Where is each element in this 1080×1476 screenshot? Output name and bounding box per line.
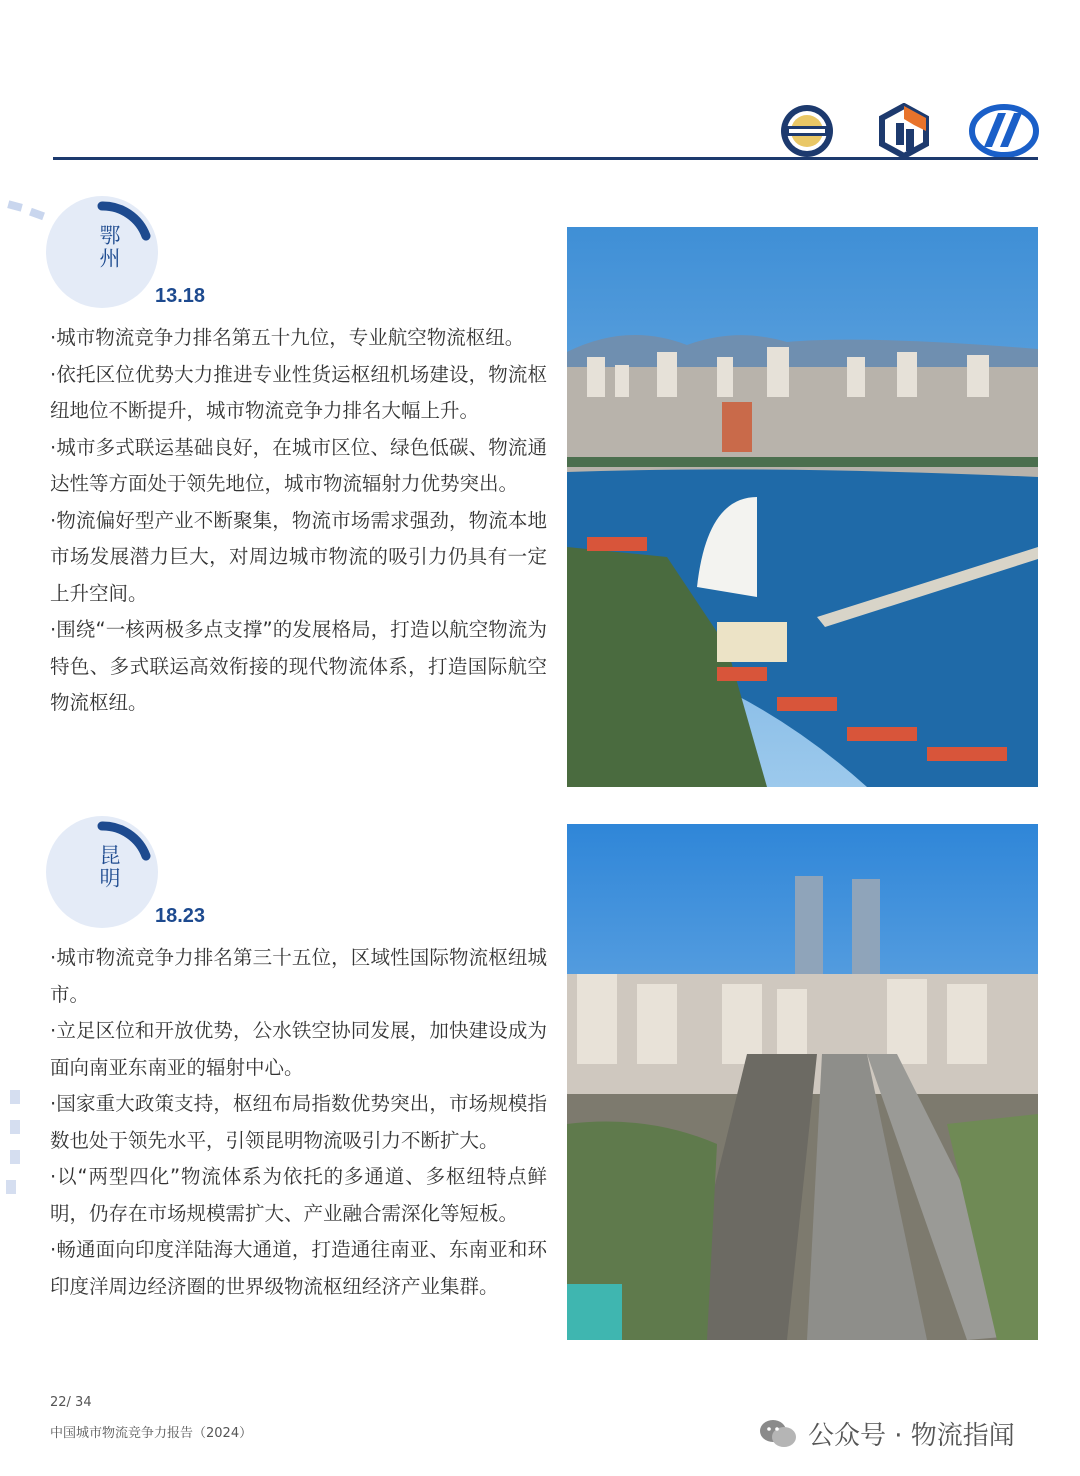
city-score: 13.18 <box>155 285 206 307</box>
city-badge <box>46 196 160 310</box>
bullet-item: ·城市物流竞争力排名第五十九位，专业航空物流枢纽。 <box>50 326 525 349</box>
highway-twin-towers-photo <box>567 824 1038 1340</box>
city-name: 鄂州 <box>97 224 121 270</box>
wechat-icon <box>758 1418 798 1450</box>
bullet-item: ·立足区位和开放优势，公水铁空协同发展，加快建设成为面向南亚东南亚的辐射中心。 <box>50 1019 547 1079</box>
bullet-list <box>50 940 547 1305</box>
bullet-item: ·物流偏好型产业不断聚集，物流市场需求强劲，物流本地市场发展潜力巨大，对周边城市物流的吸引力仍具有一定上升空间。 <box>50 508 547 605</box>
bullet-item: ·城市多式联运基础良好，在城市区位、绿色低碳、物流通达性等方面处于领先地位，城市物流辐射力优势突出。 <box>50 435 547 495</box>
wave-circle-logo <box>968 103 1040 159</box>
bullet-item: ·城市物流竞争力排名第三十五位，区域性国际物流枢纽城市。 <box>50 946 547 1006</box>
report-title: 中国城市物流竞争力报告（2024） <box>50 1426 253 1441</box>
header-divider <box>53 157 1038 160</box>
bullet-item: ·国家重大政策支持，枢纽布局指数优势突出，市场规模指数也处于领先水平，引领昆明物流吸引力不断扩大。 <box>50 1092 547 1152</box>
city-score: 18.23 <box>155 905 206 927</box>
decorative-dashes <box>0 1080 30 1220</box>
watermark-text: 公众号 · 物流指闻 <box>808 1421 1015 1451</box>
city-name: 昆明 <box>97 844 121 890</box>
watermark <box>758 1415 1015 1452</box>
bullet-item: ·依托区位优势大力推进专业性货运枢纽机场建设，物流枢纽地位不断提升，城市物流竞争力排名大幅上升。 <box>50 362 547 422</box>
page-number: 22/ 34 <box>50 1395 92 1410</box>
bullet-item: ·以“两型四化”物流体系为依托的多通道、多枢纽特点鲜明，仍存在市场规模需扩大、产业融合需深化等短板。 <box>50 1165 547 1225</box>
lake-city-aerial-photo <box>567 227 1038 787</box>
association-seal-logo <box>778 103 836 159</box>
bullet-item: ·围绕“一核两极多点支撑”的发展格局，打造以航空物流为特色、多式联运高效衔接的现代物流体系，打造国际航空物流枢纽。 <box>50 618 547 714</box>
bullet-list <box>50 320 547 722</box>
city-badge <box>46 816 160 930</box>
bullet-item: ·畅通面向印度洋陆海大通道，打造通往南亚、东南亚和环印度洋周边经济圈的世界级物流枢纽经济产业集群。 <box>50 1238 547 1298</box>
hexagon-logo <box>876 103 932 159</box>
